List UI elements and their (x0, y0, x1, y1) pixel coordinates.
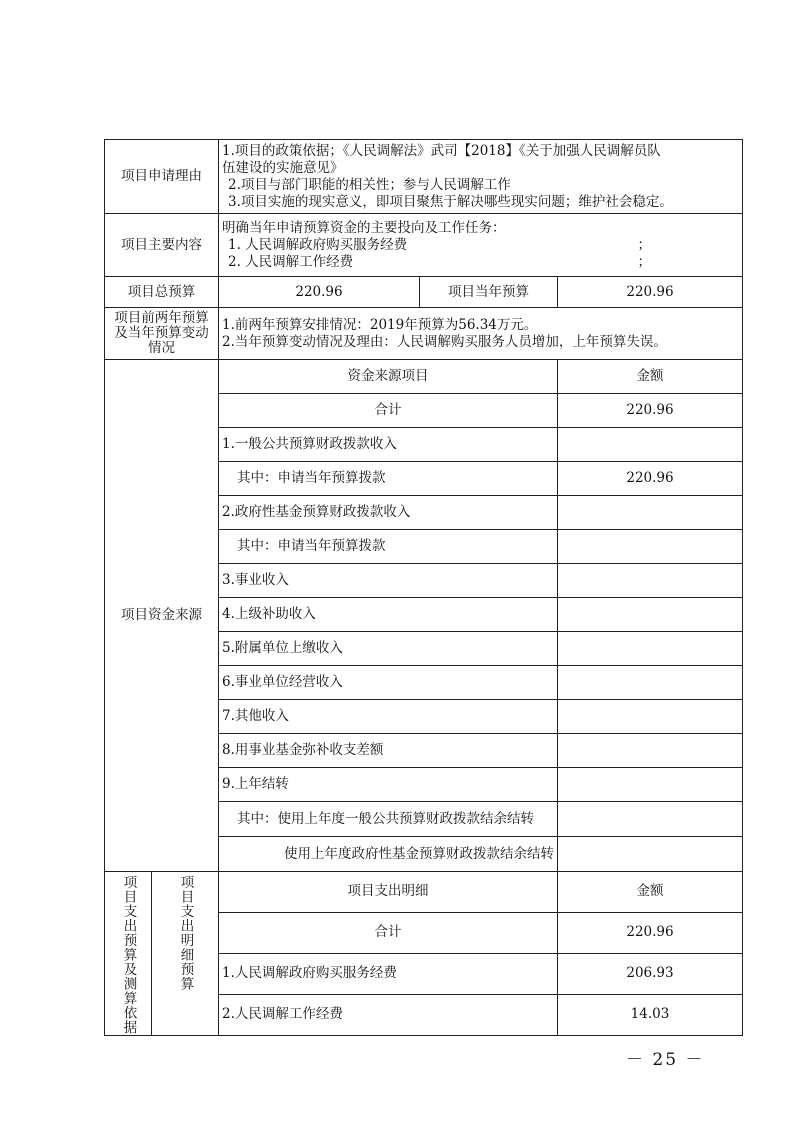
funding-amount (558, 530, 743, 564)
expense-outer-label: 项目支出预算及测算依据 (120, 875, 137, 1035)
expense-amount: 206.93 (558, 953, 743, 994)
prior-line-1: 1.前两年预算安排情况：2019年预算为56.34万元。 (222, 316, 538, 333)
content-item-1 (222, 237, 739, 254)
funding-amount (558, 700, 743, 734)
funding-amount (558, 632, 743, 666)
reason-line-4: 3.项目实施的现实意义，即项目聚焦于解决哪些现实问题；维护社会稳定。 (228, 193, 673, 210)
funding-amount: 220.96 (558, 394, 743, 428)
funding-item: 8.用事业基金弥补收支差额 (219, 734, 558, 768)
reason-row (105, 140, 743, 214)
content-line-1: 明确当年申请预算资金的主要投向及工作任务： (222, 219, 506, 236)
expense-amount: 14.03 (558, 994, 743, 1035)
total-budget-label: 项目总预算 (105, 277, 219, 308)
funding-amount (558, 428, 743, 462)
funding-header-amount: 金额 (558, 360, 743, 394)
expense-item: 2.人民调解工作经费 (219, 994, 558, 1035)
funding-amount (558, 734, 743, 768)
project-budget-table (104, 139, 743, 1036)
current-budget-label: 项目当年预算 (420, 277, 558, 308)
funding-amount (558, 666, 743, 700)
funding-item: 其中：申请当年预算拨款 (219, 462, 558, 496)
expense-inner-label: 项目支出明细预算 (177, 875, 194, 991)
content-item-2 (222, 254, 739, 271)
reason-text (219, 140, 743, 214)
funding-amount (558, 768, 743, 802)
reason-line-2: 伍建设的实施意见》 (222, 159, 344, 176)
prior-text (219, 308, 743, 360)
prior-row (105, 308, 743, 360)
funding-label: 项目资金来源 (105, 360, 219, 872)
funding-item: 6.事业单位经营收入 (219, 666, 558, 700)
funding-item: 2.政府性基金预算财政拨款收入 (219, 496, 558, 530)
funding-amount (558, 837, 743, 872)
funding-item: 使用上年度政府性基金预算财政拨款结余结转 (219, 837, 558, 872)
total-budget-value: 220.96 (219, 277, 420, 308)
funding-item: 其中：申请当年预算拨款 (219, 530, 558, 564)
funding-item: 5.附属单位上缴收入 (219, 632, 558, 666)
content-item-2-end: ； (637, 253, 652, 270)
funding-amount (558, 598, 743, 632)
content-text (219, 214, 743, 277)
funding-item: 其中：使用上年度一般公共预算财政拨款结余结转 (219, 802, 558, 837)
funding-item: 1.一般公共预算财政拨款收入 (219, 428, 558, 462)
prior-label (105, 308, 219, 360)
content-item-1-end: ； (637, 236, 652, 253)
prior-line-2: 2.当年预算变动情况及理由：人民调解购买服务人员增加，上年预算失误。 (222, 333, 667, 350)
funding-amount (558, 802, 743, 837)
current-budget-value: 220.96 (558, 277, 743, 308)
reason-line-1: 1.项目的政策依据；《人民调解法》武司【2018】《关于加强人民调解员队 (222, 142, 661, 159)
expense-inner-label-cell (152, 872, 219, 1036)
page-number: － 25 － (626, 1050, 705, 1070)
content-label: 项目主要内容 (105, 214, 219, 277)
expense-amount: 220.96 (558, 912, 743, 953)
budget-row (105, 277, 743, 308)
expense-header-row (105, 872, 743, 913)
expense-outer-label-cell (105, 872, 152, 1036)
funding-amount (558, 564, 743, 598)
funding-item: 3.事业收入 (219, 564, 558, 598)
funding-item: 合计 (219, 394, 558, 428)
funding-header-row (105, 360, 743, 394)
funding-item: 9.上年结转 (219, 768, 558, 802)
funding-amount: 220.96 (558, 462, 743, 496)
prior-label-line-3: 情况 (148, 340, 175, 356)
funding-amount (558, 496, 743, 530)
content-item-1-text: 1. 人民调解政府购买服务经费 (228, 236, 408, 253)
prior-label-line-1: 项目前两年预算 (114, 310, 209, 326)
content-item-2-text: 2. 人民调解工作经费 (228, 253, 354, 270)
expense-header-item: 项目支出明细 (219, 872, 558, 913)
expense-item: 合计 (219, 912, 558, 953)
expense-header-amount: 金额 (558, 872, 743, 913)
reason-line-3: 2.项目与部门职能的相关性；参与人民调解工作 (228, 176, 511, 193)
prior-label-line-2: 及当年预算变动 (114, 325, 209, 341)
funding-item: 7.其他收入 (219, 700, 558, 734)
funding-item: 4.上级补助收入 (219, 598, 558, 632)
content-row (105, 214, 743, 277)
funding-header-item: 资金来源项目 (219, 360, 558, 394)
reason-label: 项目申请理由 (105, 140, 219, 214)
expense-item: 1.人民调解政府购买服务经费 (219, 953, 558, 994)
